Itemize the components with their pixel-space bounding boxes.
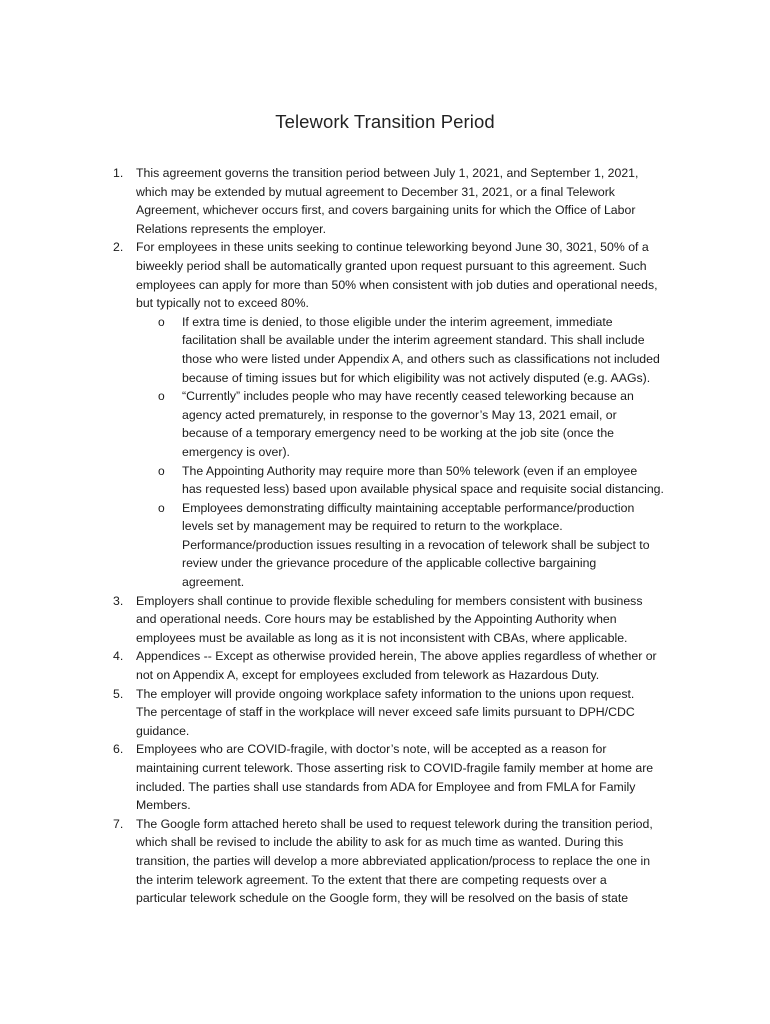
list-item-text-line: This agreement governs the transition period between July 1, 2021, and September 1, 2021, [136, 166, 639, 180]
list-item-text-line: included. The parties shall use standards from ADA for Employee and from FMLA for Family [136, 779, 636, 794]
list-item-text-line: which shall be revised to include the ability to ask for as much time as wanted. During this [136, 835, 624, 850]
list-item-text-line: Members. [136, 798, 191, 813]
sub-item-bullet: o [158, 389, 165, 404]
list-item-number: 1. [113, 166, 124, 180]
document-title: Telework Transition Period [275, 111, 495, 132]
list-item-text-line: maintaining current telework. Those asserting risk to COVID-fragile family member at home are [136, 761, 654, 775]
sub-item-text-line: Performance/production issues resulting in a revocation of telework shall be subject to [182, 537, 650, 552]
sub-item-text-line: “Currently” includes people who may have recently ceased teleworking because an [182, 389, 634, 404]
list-item [0, 740, 684, 814]
list-item-text-line: Employers shall continue to provide flexible scheduling for members consistent with business [136, 593, 643, 608]
list-item-number: 3. [113, 593, 124, 608]
sub-item [136, 387, 684, 461]
list-item [0, 815, 684, 908]
list-item-text-line: Appendices -- Except as otherwise provided herein, The above applies regardless of whether or [136, 649, 657, 664]
sub-item [136, 499, 684, 592]
sub-item-text-line: those who were listed under Appendix A, and others such as classifications not included [182, 351, 660, 366]
sub-item-text-line: agreement. [182, 575, 245, 590]
sub-item [136, 313, 684, 387]
sub-item-text-line: Employees demonstrating difficulty maintaining acceptable performance/production [182, 500, 635, 515]
sub-item-bullet: o [158, 463, 165, 478]
list-item-text-line: Agreement, whichever occurs first, and covers bargaining units for which the Office of Labor [136, 203, 636, 218]
sub-item-text-line: levels set by management may be required to return to the workplace. [182, 519, 563, 534]
list-item [0, 685, 684, 741]
list-item-text-line: not on Appendix A, except for employees excluded from telework as Hazardous Duty. [136, 668, 600, 683]
list-item-number: 7. [113, 816, 124, 831]
sub-item-text-line: has requested less) based upon available physical space and requisite social distancing. [182, 482, 664, 497]
list-item-text-line: The Google form attached hereto shall be used to request telework during the transition period, [136, 816, 653, 831]
list-item-number: 2. [113, 240, 124, 255]
list-item-text-line: The employer will provide ongoing workplace safety information to the unions upon request. [136, 686, 635, 701]
list-item [0, 592, 684, 648]
list-item [0, 164, 684, 238]
sub-item-text-line: The Appointing Authority may require more than 50% telework (even if an employee [182, 463, 638, 478]
list-item-text-line: biweekly period shall be automatically granted upon request pursuant to this agreement. Such [136, 258, 647, 273]
list-item-number: 5. [113, 686, 124, 701]
list-item-text-line: guidance. [136, 723, 190, 738]
list-item-text-line: employees can apply for more than 50% when consistent with job duties and operational needs, [136, 277, 658, 292]
sub-item-bullet: o [158, 314, 165, 329]
sub-item-bullet: o [158, 500, 165, 515]
list-item-number: 6. [113, 742, 124, 757]
list-item-text-line: and operational needs. Core hours may be established by the Appointing Authority when [136, 612, 617, 627]
sub-item-text-line: facilitation shall be available under the interim agreement standard. This shall include [182, 333, 645, 348]
sub-item-text-line: because of timing issues but for which eligibility was not actively disputed (e.g. AAGs). [182, 370, 651, 385]
list-item [0, 238, 684, 591]
list-item-number: 4. [113, 649, 124, 664]
sub-item-text-line: agency acted prematurely, in response to the governor’s May 13, 2021 email, or [182, 407, 617, 422]
list-item-text-line: which may be extended by mutual agreement to December 31, 2021, or a final Telework [136, 184, 615, 199]
list-item [0, 647, 684, 684]
sub-item-text-line: review under the grievance procedure of the applicable collective bargaining [182, 556, 597, 571]
numbered-list [0, 164, 770, 908]
list-item-text-line: transition, the parties will develop a more abbreviated application/process to replace the one in [136, 853, 651, 868]
list-item-text-line: Relations represents the employer. [136, 221, 327, 236]
sub-item-text-line: because of a temporary emergency need to be working at the job site (once the [182, 426, 615, 441]
list-item-text-line: particular telework schedule on the Google form, they will be resolved on the basis of state [136, 891, 629, 906]
sub-item [136, 462, 684, 499]
list-item-text-line: The percentage of staff in the workplace will never exceed safe limits pursuant to DPH/CDC [136, 705, 635, 720]
sub-item-text-line: If extra time is denied, to those eligible under the interim agreement, immediate [182, 314, 613, 329]
sub-item-text-line: emergency is over). [182, 444, 290, 459]
list-item-text-line: the interim telework agreement. To the extent that there are competing requests over a [136, 872, 607, 887]
list-item-text-line: employees must be available as long as it is not inconsistent with CBAs, where applicable. [136, 630, 628, 645]
list-item-text-line: but typically not to exceed 80%. [136, 296, 309, 311]
list-item-text-line: For employees in these units seeking to continue teleworking beyond June 30, 3021, 50% of a [136, 240, 649, 255]
list-item-text-line: Employees who are COVID-fragile, with doctor’s note, will be accepted as a reason for [136, 742, 607, 757]
